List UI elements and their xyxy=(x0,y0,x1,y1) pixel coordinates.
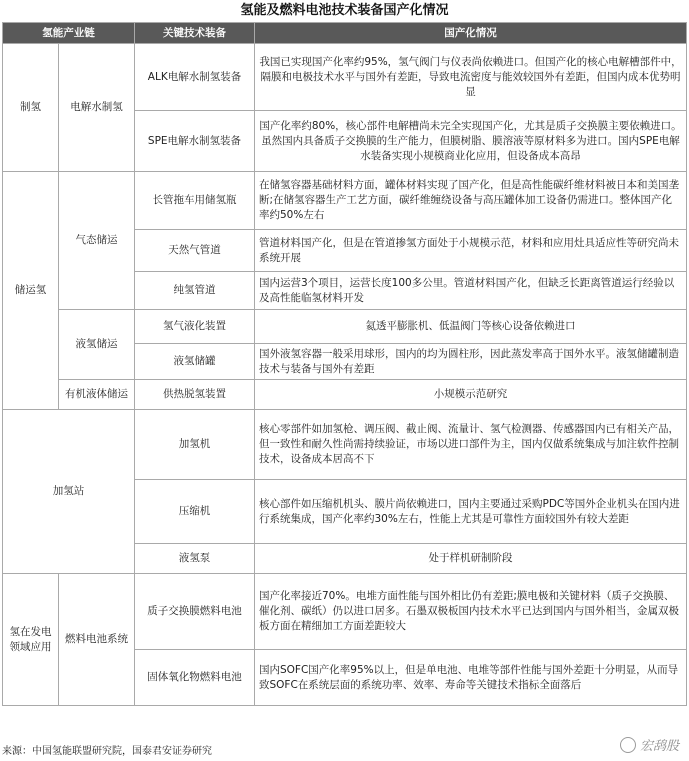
equipment-cell: 质子交换膜燃料电池 xyxy=(135,574,255,650)
status-cell: 国内运营3个项目，运营长度100多公里。管道材料国产化，但缺乏长距离管道运行经验以及高性能临氢材料开发 xyxy=(255,272,687,310)
subgroup-cell: 气态储运 xyxy=(59,172,135,310)
equipment-cell: 液氢储罐 xyxy=(135,344,255,380)
subgroup-cell: 电解水制氢 xyxy=(59,44,135,172)
table-row xyxy=(3,410,687,480)
table-row xyxy=(3,380,687,410)
status-cell: 国产化率接近70%。电堆方面性能与国外相比仍有差距;膜电极和关键材料（质子交换膜、催化剂、碳纸）仍以进口居多。石墨双极板国内技术水平已达到国内与国外相当，金属双极板方面在精细加工方面差距较大 xyxy=(255,574,687,650)
table-row xyxy=(3,574,687,650)
source-note: 来源：中国氢能联盟研究院，国泰君安证券研究 xyxy=(2,746,212,757)
header-equipment: 关键技术装备 xyxy=(135,23,255,44)
status-cell: 处于样机研制阶段 xyxy=(255,544,687,574)
equipment-cell: 液氢泵 xyxy=(135,544,255,574)
table-title: 氢能及燃料电池技术装备国产化情况 xyxy=(240,3,449,18)
equipment-cell: 纯氢管道 xyxy=(135,272,255,310)
subgroup-cell: 有机液体储运 xyxy=(59,380,135,410)
equipment-cell: SPE电解水制氢装备 xyxy=(135,111,255,172)
localization-table xyxy=(2,22,687,706)
equipment-cell: 氢气液化装置 xyxy=(135,310,255,344)
status-cell: 管道材料国产化，但是在管道掺氢方面处于小规模示范，材料和应用灶具适应性等研究尚未系统开展 xyxy=(255,230,687,272)
subgroup-cell: 液氢储运 xyxy=(59,310,135,380)
status-cell: 国内SOFC国产化率95%以上，但是单电池、电堆等部件性能与国外差距十分明显，从而导致SOFC在系统层面的系统功率、效率、寿命等关键技术指标全面落后 xyxy=(255,650,687,706)
watermark xyxy=(620,735,679,754)
header-row xyxy=(3,23,687,44)
status-cell: 国外液氢容器一般采用球形，国内的均为圆柱形，因此蒸发率高于国外水平。液氢储罐制造技术与装备与国外有差距 xyxy=(255,344,687,380)
equipment-cell: 天然气管道 xyxy=(135,230,255,272)
table-row xyxy=(3,44,687,111)
equipment-cell: 压缩机 xyxy=(135,480,255,544)
status-cell: 氦透平膨胀机、低温阀门等核心设备依赖进口 xyxy=(255,310,687,344)
watermark-text: 宏鸹股 xyxy=(639,739,679,754)
equipment-cell: 加氢机 xyxy=(135,410,255,480)
group-cell: 储运氢 xyxy=(3,172,59,410)
group-cell: 氢在发电领域应用 xyxy=(3,574,59,706)
status-cell: 核心部件如压缩机机头、膜片尚依赖进口，国内主要通过采购PDC等国外企业机头在国内进行系统集成，国产化率约30%左右，性能上尤其是可靠性方面较国外有较大差距 xyxy=(255,480,687,544)
status-cell: 小规模示范研究 xyxy=(255,380,687,410)
subgroup-cell: 燃料电池系统 xyxy=(59,574,135,706)
status-cell: 在储氢容器基础材料方面，罐体材料实现了国产化，但是高性能碳纤维材料被日本和美国垄断;在储氢容器生产工艺方面，碳纤维缠绕设备与高压罐体加工设备仍需进口。整体国产化率约50%左右 xyxy=(255,172,687,230)
equipment-cell: 长管拖车用储氢瓶 xyxy=(135,172,255,230)
group-cell: 制氢 xyxy=(3,44,59,172)
equipment-cell: 固体氧化物燃料电池 xyxy=(135,650,255,706)
header-status: 国产化情况 xyxy=(255,23,687,44)
group-cell: 加氢站 xyxy=(3,410,135,574)
equipment-cell: 供热脱氢装置 xyxy=(135,380,255,410)
header-chain: 氢能产业链 xyxy=(3,23,135,44)
table-row xyxy=(3,172,687,230)
table-row xyxy=(3,310,687,344)
equipment-cell: ALK电解水制氢装备 xyxy=(135,44,255,111)
wechat-icon xyxy=(620,737,636,753)
status-cell: 我国已实现国产化率约95%，氢气阀门与仪表尚依赖进口。但国产化的核心电解槽部件中，隔膜和电极技术水平与国外有差距，导致电流密度与能效较国外有差距，但国内成本优势明显 xyxy=(255,44,687,111)
status-cell: 国产化率约80%，核心部件电解槽尚未完全实现国产化，尤其是质子交换膜主要依赖进口。虽然国内具备质子交换膜的生产能力，但膜树脂、膜溶液等原材料多为进口。国内SPE电解水装备实现小规模商业化应用，但设备成本高昂 xyxy=(255,111,687,172)
status-cell: 核心零部件如加氢枪、调压阀、截止阀、流量计、氢气检测器、传感器国内已有相关产品，但一致性和耐久性尚需持续验证，市场以进口部件为主，国内仅做系统集成与加注软件控制技术，设备成本居高不下 xyxy=(255,410,687,480)
